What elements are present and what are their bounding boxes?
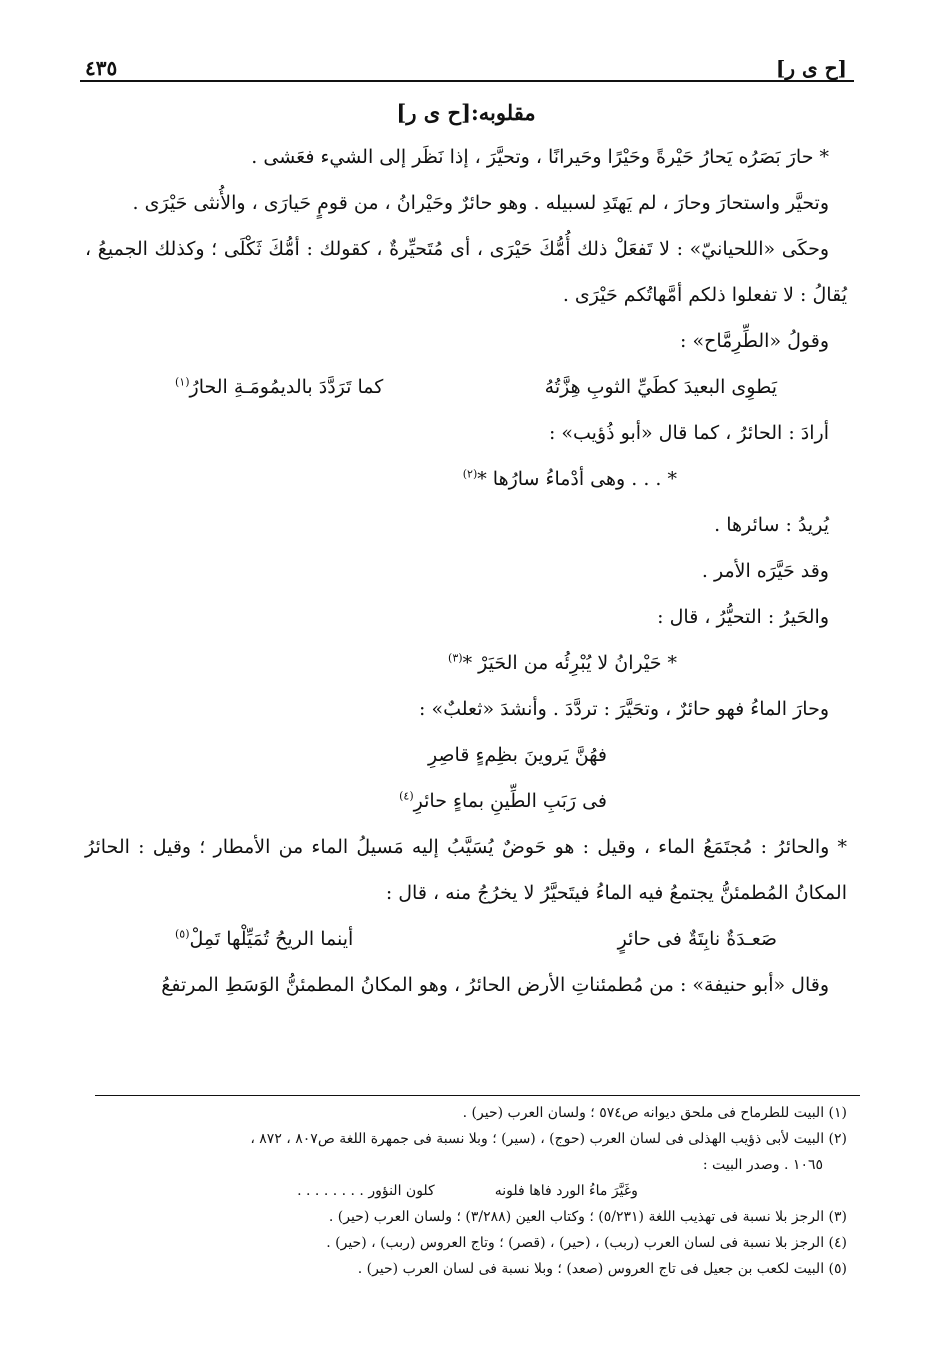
footnote-2: (٢) البيت لأبى ذؤيب الهذلى فى لسان العرب (حوج) ، (سير) ؛ وبلا نسبة فى جمهرة اللغة ص٨٠٧ ، ٨٧٢ ، [250, 1131, 847, 1147]
page-header [85, 40, 847, 80]
paragraph-6: يُريدُ : سائرها . [714, 514, 829, 536]
verse-5-hemistich-b: أينما الريحُ تُمَيِّلْها تَمِلْ$^{(٥)}$ [175, 927, 354, 950]
verse-1-hemistich-b: كما تَرَدَّدَ بالديمُومَـةِ الحارُ$^{(١)}$ [175, 375, 384, 398]
footnote-2-verse [88, 1178, 847, 1204]
verse-2: * . . . وهى أدْماءُ سارُها *$^{(٢)}$ [462, 467, 677, 490]
paragraph-8: والحَيرُ : التحيُّرُ ، قال : [657, 606, 829, 628]
page-number: ٤٣٥ [85, 56, 118, 80]
footnote-2-verse-b: كلون النؤور . . . . . . . . [297, 1183, 435, 1199]
verse-3: * حَيْرانُ لا يُبْرِئُه من الحَيَرْ *$^{(٣)}$ [448, 651, 677, 674]
header-root: [ح ى ر] [775, 56, 847, 80]
footnote-1: (١) البيت للطرماح فى ملحق ديوانه ص٥٧٤ ؛ ولسان العرب (حير) . [462, 1105, 847, 1121]
verse-5-hemistich-a: صَعـدَةٌ نابِتَةٌ فى حائرٍ [617, 928, 777, 950]
main-text [85, 92, 847, 1008]
paragraph-11: وقال «أبو حنيفة» : من مُطمئناتِ الأرض الحائرُ ، وهو المكانُ المطمئنُّ الوَسَطِ المرتفعُ [161, 974, 829, 996]
footnote-2-verse-a: وغَيَّرَ ماءُ الورد فاها فلونه [494, 1183, 638, 1199]
footnotes [88, 1100, 847, 1282]
footnote-ref-2: (٢) [462, 467, 478, 481]
paragraph-2: وتحيَّر واستحارَ وحارَ ، لم يَهتَدِ لسبيله . وهو حائرٌ وحَيْرانُ ، من قومٍ حَيارَى ، والأُنثى حَيْرَى . [132, 192, 829, 214]
footnote-ref-4: (٤) [399, 789, 414, 803]
section-title: مقلوبه:[ح ى ر] [396, 100, 536, 125]
footnote-5: (٥) البيت لكعب بن جعيل فى تاج العروس (صعد) ؛ وبلا نسبة فى لسان العرب (حير) . [357, 1261, 847, 1277]
footnote-ref-3: (٣) [448, 651, 463, 665]
paragraph-9: وحارَ الماءُ فهو حائرٌ ، وتحَيَّرَ : تردَّدَ . وأنشدَ «ثعلبٌ» : [419, 698, 829, 720]
verse-4-line-a: فهُنَّ يَروينَ بظِمءٍ قاصِرِ [427, 744, 607, 766]
paragraph-4: وقولُ «الطِّرِمَّاح» : [680, 330, 829, 352]
footnote-4: (٤) الرجز بلا نسبة فى لسان العرب (ربب) ، (حير) ، (قصر) ؛ وتاج العروس (ربب) ، (حير) . [326, 1235, 847, 1251]
verse-1-hemistich-a: يَطوِى البعيدَ كطَيِّ الثوبِ هِزَّتُهُ [544, 376, 777, 398]
footnote-ref-5: (٥) [175, 927, 190, 941]
verse-5 [85, 916, 847, 962]
footnote-ref-1: (١) [175, 375, 190, 389]
paragraph-5: أرادَ : الحائرُ ، كما قال «أبو ذُؤيب» : [548, 422, 829, 444]
paragraph-1: * حارَ بَصَرُه يَحارُ حَيْرةً وحَيْرًا وحَيرانًا ، وتحيَّرَ ، إذا نَظَر إلى الشيء فعَشى . [251, 146, 829, 168]
footnote-rule [95, 1095, 860, 1096]
verse-4-line-b: فى رَبَبِ الطِّينِ بماءٍ حائرِ$^{(٤)}$ [399, 789, 607, 812]
paragraph-10: * والحائرُ : مُجتَمَعُ الماء ، وقيل : هو حَوضٌ يُسَيَّبُ إليه مَسيلُ الماء من الأمطار ؛ وقيل : الحائرُ المكانُ المُطمئنُّ يجتمعُ فيه الماءُ فيتَحيَّرُ لا يخرُجُ منه ، قال : [85, 836, 847, 904]
paragraph-3: وحكَى «اللحيانيّ» : لا تَفعَلْ ذلك أُمُّكَ حَيْرَى ، أى مُتَحيِّرةٌ ، كقولك : أمُّكَ ثَكْلَى ؛ وكذلك الجميعُ ، يُقالُ : لا تفعلوا ذلكم أمَّهاتُكم حَيْرَى . [85, 238, 847, 306]
paragraph-7: وقد حَيَّرَه الأمر . [701, 560, 829, 582]
header-rule [80, 80, 854, 82]
footnote-3: (٣) الرجز بلا نسبة فى تهذيب اللغة (٥/٢٣١) ؛ وكتاب العين (٣/٢٨٨) ؛ ولسان العرب (حير) . [328, 1209, 847, 1225]
footnote-2-continued: ١٠٦٥ . وصدر البيت : [702, 1157, 823, 1173]
verse-1 [85, 364, 847, 410]
